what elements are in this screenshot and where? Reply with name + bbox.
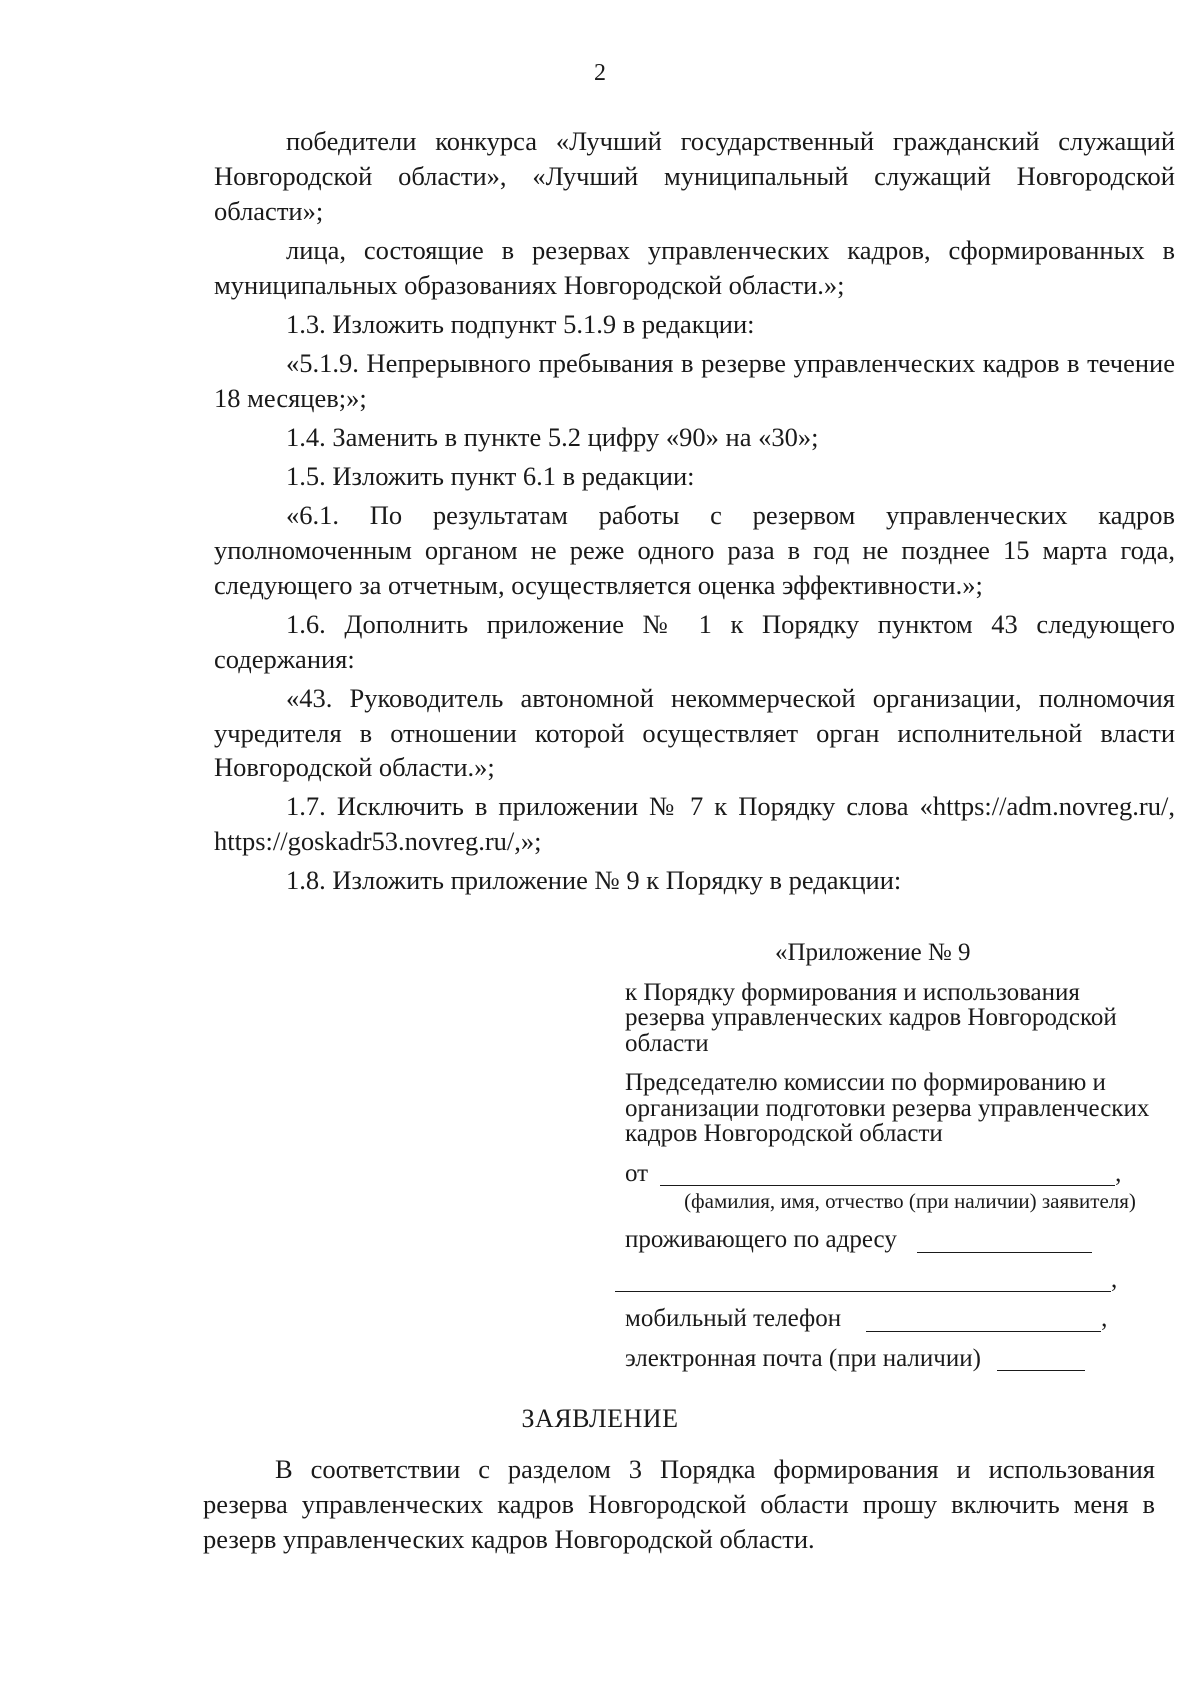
paragraph-1-5: 1.5. Изложить пункт 6.1 в редакции: <box>286 460 695 491</box>
statement-heading: ЗАЯВЛЕНИЕ <box>521 1404 679 1433</box>
paragraph-municipal-reserves: лица, состоящие в резервах управленческих кадров, сформированных в муниципальных образованиях Новгородской области.»; <box>214 234 1175 300</box>
appendix-title: «Приложение № 9 <box>775 939 971 966</box>
paragraph-1-3: 1.3. Изложить подпункт 5.1.9 в редакции: <box>286 308 755 339</box>
address-blank-line-2[interactable] <box>615 1269 1111 1292</box>
paragraph-1-6: 1.6. Дополнить приложение № 1 к Порядку пунктом 43 следующего содержания: <box>214 608 1175 674</box>
from-label: от <box>625 1159 649 1187</box>
email-blank-line[interactable] <box>997 1348 1085 1371</box>
appendix-to-order: к Порядку формирования и использования резерва управленческих кадров Новгородской области <box>625 978 1117 1057</box>
paragraph-1-4: 1.4. Заменить в пункте 5.2 цифру «90» на «30»; <box>286 421 819 452</box>
phone-row <box>625 1306 1165 1332</box>
email-row <box>625 1346 1165 1372</box>
statement-body <box>203 1452 1155 1557</box>
from-blank-line[interactable] <box>660 1163 1115 1186</box>
appendix-addressee: Председателю комиссии по формированию и организации подготовки резерва управленческих кадров Новгородской области <box>625 1069 1150 1147</box>
from-comma: , <box>1115 1159 1122 1187</box>
appendix-header <box>625 940 1165 1371</box>
document-body <box>214 124 1175 902</box>
statement-text: В соответствии с разделом 3 Порядка формирования и использования резерва управленческих кадров Новгородской области прошу включить меня в резерв управленческих кадров Новгородской области. <box>203 1454 1155 1554</box>
address-label: проживающего по адресу <box>625 1226 897 1254</box>
paragraph-43: «43. Руководитель автономной некоммерческой организации, полномочия учредителя в отношении которой осуществляет орган исполнительной власти Новгородской области.»; <box>214 682 1175 783</box>
address-comma: , <box>1111 1265 1118 1293</box>
address-row <box>625 1227 1165 1253</box>
email-label: электронная почта (при наличии) <box>625 1344 981 1372</box>
phone-blank-line[interactable] <box>866 1309 1101 1332</box>
paragraph-5-1-9: «5.1.9. Непрерывного пребывания в резерве управленческих кадров в течение 18 месяцев;»; <box>214 347 1175 413</box>
paragraph-1-7: 1.7. Исключить в приложении № 7 к Порядку слова «https://adm.novreg.ru/, https://goskadr53.novreg.ru/,»; <box>214 791 1175 857</box>
phone-comma: , <box>1101 1305 1108 1333</box>
from-hint: (фамилия, имя, отчество (при наличии) заявителя) <box>684 1189 1136 1213</box>
address-row-2 <box>615 1267 1165 1293</box>
phone-label: мобильный телефон <box>625 1305 842 1333</box>
from-row <box>625 1161 1165 1187</box>
paragraph-6-1: «6.1. По результатам работы с резервом управленческих кадров уполномоченным органом не реже одного раза в год не позднее 15 марта года, следующего за отчетным, осуществляется оценка эффективности.»; <box>214 499 1175 600</box>
paragraph-winners: победители конкурса «Лучший государственный гражданский служащий Новгородской области», «Лучший муниципальный служащий Новгородской области»; <box>214 126 1175 226</box>
address-blank-line[interactable] <box>917 1230 1092 1253</box>
page-number: 2 <box>594 60 606 86</box>
paragraph-1-8: 1.8. Изложить приложение № 9 к Порядку в редакции: <box>286 865 902 896</box>
